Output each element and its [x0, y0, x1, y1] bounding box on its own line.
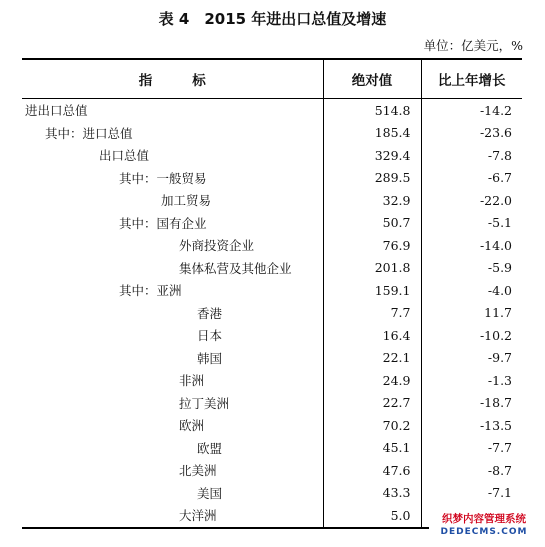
- header-value: 绝对值: [323, 59, 421, 99]
- row-label: 进出口总值: [25, 103, 88, 119]
- row-growth: -1.3: [487, 372, 512, 388]
- table-row: [22, 482, 522, 505]
- row-value: 7.7: [323, 302, 421, 325]
- row-label: 加工贸易: [161, 193, 212, 209]
- table-row: [22, 234, 522, 257]
- row-value: 45.1: [323, 437, 421, 460]
- row-label: 其中：一般贸易: [119, 170, 207, 186]
- row-label: 集体私营及其他企业: [179, 260, 292, 276]
- row-value: 24.9: [323, 369, 421, 392]
- header-indicator: 指标: [22, 59, 323, 99]
- row-label: 香港: [197, 305, 223, 321]
- table-row: [22, 302, 522, 325]
- table-row: [22, 369, 522, 392]
- watermark-logo: [429, 513, 539, 541]
- row-growth: -10.2: [479, 327, 512, 343]
- row-value: 76.9: [323, 234, 421, 257]
- row-value: 22.7: [323, 392, 421, 415]
- row-growth: -6.7: [487, 170, 512, 186]
- table-row: [22, 347, 522, 370]
- table-row: [22, 189, 522, 212]
- table-row: [22, 167, 522, 190]
- row-label: 外商投资企业: [179, 238, 255, 254]
- row-growth: -7.8: [487, 147, 512, 163]
- row-growth: -18.7: [479, 395, 512, 411]
- table-row: [22, 99, 522, 122]
- watermark-line1: 织梦内容管理系统: [442, 513, 526, 525]
- row-label: 非洲: [179, 373, 205, 389]
- table-row: [22, 324, 522, 347]
- row-growth: -13.5: [479, 417, 512, 433]
- row-value: 70.2: [323, 414, 421, 437]
- table-row: [22, 144, 522, 167]
- header-row: [22, 59, 522, 99]
- trade-table: [22, 58, 522, 529]
- table-row: [22, 437, 522, 460]
- row-growth: -9.7: [487, 350, 512, 366]
- row-value: 185.4: [323, 122, 421, 145]
- row-label: 欧洲: [179, 418, 205, 434]
- table-row: [22, 459, 522, 482]
- row-growth: -8.7: [487, 462, 512, 478]
- row-label: 其中：亚洲: [119, 283, 182, 299]
- row-value: 289.5: [323, 167, 421, 190]
- row-growth: -22.0: [479, 192, 512, 208]
- row-label: 出口总值: [99, 148, 150, 164]
- row-label: 大洋洲: [179, 508, 217, 524]
- row-label: 韩国: [197, 350, 223, 366]
- row-label: 欧盟: [197, 440, 223, 456]
- table-title: 表 4 2015 年进出口总值及增速: [158, 10, 387, 28]
- row-value: 43.3: [323, 482, 421, 505]
- row-label: 拉丁美洲: [179, 395, 230, 411]
- row-value: 32.9: [323, 189, 421, 212]
- table-row: [22, 212, 522, 235]
- row-growth: -7.1: [487, 485, 512, 501]
- row-growth: -5.1: [487, 215, 512, 231]
- row-label: 日本: [197, 328, 223, 344]
- row-growth: -14.0: [479, 237, 512, 253]
- row-growth: -5.9: [487, 260, 512, 276]
- row-label: 其中：国有企业: [119, 215, 207, 231]
- row-value: 5.0: [323, 504, 421, 528]
- row-growth: -14.2: [479, 102, 512, 118]
- row-value: 159.1: [323, 279, 421, 302]
- table-row: [22, 392, 522, 415]
- row-label: 北美洲: [179, 463, 217, 479]
- row-value: 47.6: [323, 459, 421, 482]
- table-row: [22, 257, 522, 280]
- row-label: 其中：进口总值: [45, 125, 133, 141]
- row-growth: -7.7: [487, 440, 512, 456]
- row-label: 美国: [197, 485, 223, 501]
- row-growth: -23.6: [479, 125, 512, 141]
- row-value: 329.4: [323, 144, 421, 167]
- watermark-line2: DEDECMS.COM: [440, 527, 528, 537]
- row-value: 201.8: [323, 257, 421, 280]
- table-row: [22, 122, 522, 145]
- table-row: [22, 279, 522, 302]
- row-growth: 11.7: [484, 305, 512, 321]
- row-value: 16.4: [323, 324, 421, 347]
- header-growth: 比上年增长: [421, 59, 522, 99]
- row-value: 22.1: [323, 347, 421, 370]
- row-growth: -4.0: [487, 282, 512, 298]
- row-value: 50.7: [323, 212, 421, 235]
- table-row: [22, 414, 522, 437]
- unit-label: 单位：亿美元，%: [423, 38, 523, 53]
- row-value: 514.8: [323, 99, 421, 122]
